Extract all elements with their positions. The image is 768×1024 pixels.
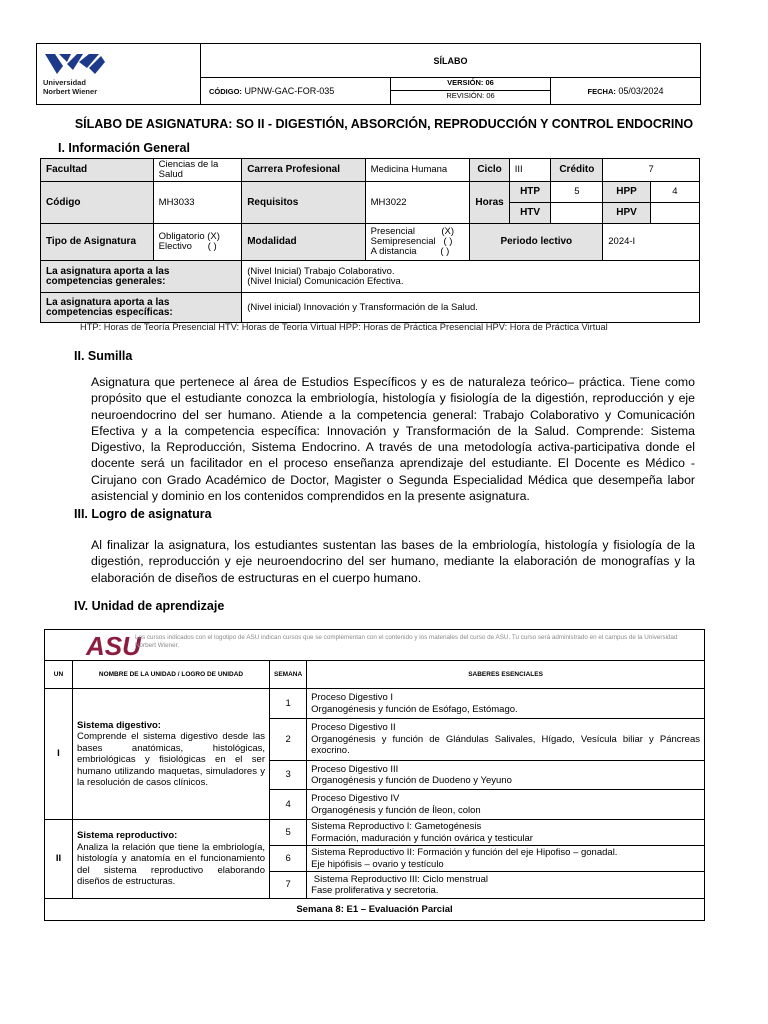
carrera-value: Medicina Humana	[365, 159, 470, 182]
unit-desc: Analiza la relación que tiene la embriología, histología y anatomía en el funcionamiento del sistema reproductivo elaborando diseños de estructuras.	[77, 841, 265, 888]
periodo-value: 2024-I	[603, 224, 700, 261]
section-unidad: IV. Unidad de aprendizaje	[74, 599, 225, 613]
codigo-label: CÓDIGO:	[209, 87, 242, 96]
modalidad-label: Modalidad	[242, 224, 365, 261]
week-desc: Organogénesis y función de Glándulas Salivales, Hígado, Vesícula biliar y Páncreas exocrino.	[311, 733, 700, 757]
week-content	[307, 689, 705, 719]
week-content	[307, 790, 705, 820]
unit-table-header	[45, 661, 705, 689]
version-cell	[391, 78, 551, 105]
table-row	[45, 899, 705, 921]
logro-text: Al finalizar la asignatura, los estudiantes sustentan las bases de la embriología, histología y fisiología de la digestión, reproducción y eje neuroendocrino del ser humano, mediante la elaboración de monografías y la elaboración de diseños de estructuras en el cuerpo humano.	[91, 538, 695, 585]
week-number: 5	[270, 820, 307, 846]
facultad-value: Ciencias de la Salud	[153, 159, 242, 182]
table-row	[45, 820, 705, 846]
requisitos-label: Requisitos	[242, 182, 365, 224]
htv-label: HTV	[509, 203, 551, 224]
asu-logo-text: ASU	[86, 631, 141, 661]
unit-title: Sistema reproductivo:	[77, 830, 178, 842]
week-content	[307, 761, 705, 790]
mod-line1: Presencial (X)	[370, 226, 455, 237]
week-content	[307, 719, 705, 761]
revision-label: REVISIÓN:	[446, 91, 485, 100]
logo-cell	[37, 44, 201, 105]
requisitos-value: MH3022	[365, 182, 470, 224]
document-title: SÍLABO DE ASIGNATURA: SO II - DIGESTIÓN, ABSORCIÓN, REPRODUCCIÓN Y CONTROL ENDOCRINO	[74, 117, 694, 131]
codigo-label: Código	[41, 182, 154, 224]
week-title: Sistema Reproductivo III: Ciclo menstrual	[311, 873, 489, 885]
codigo-cell	[201, 78, 391, 105]
week-desc: Fase proliferativa y secretoria.	[311, 885, 439, 896]
ciclo-value: III	[509, 159, 551, 182]
fecha-label: FECHA:	[587, 87, 616, 96]
credito-label: Crédito	[551, 159, 603, 182]
unit-table	[44, 660, 705, 921]
week-desc: Organogénesis y función de Íleon, colon	[311, 804, 481, 816]
competencias-especificas-label: La asignatura aporta a las competencias específicas:	[41, 293, 242, 323]
gen-line1: (Nivel Inicial) Trabajo Colaborativo.	[247, 265, 395, 277]
version-label: VERSIÓN:	[447, 78, 484, 87]
week-title: Proceso Digestivo II	[311, 722, 396, 734]
week-desc: Formación, maduración y función ovárica y testicular	[311, 832, 533, 844]
codigo-value: UPNW-GAC-FOR-035	[244, 86, 335, 96]
competencias-especificas-value: (Nivel inicial) Innovación y Transformación de la Salud.	[242, 293, 700, 323]
codigo-value: MH3033	[153, 182, 242, 224]
section-informacion-general: I. Información General	[58, 141, 190, 155]
week-title: Sistema Reproductivo I: Gametogénesis	[311, 821, 482, 832]
week-number: 7	[270, 872, 307, 899]
competencias-generales-value	[242, 261, 700, 293]
university-logo-icon	[43, 52, 107, 76]
tipo-line2: Electivo ( )	[158, 241, 217, 252]
asu-note: Los cursos indicados con el logotipo de ASU indican cursos que se complementan con el contenido y los materiales del curso de ASU. Tu curso será administrado en el campus de la Universidad Norbert Wiener.	[135, 634, 678, 649]
carrera-label: Carrera Profesional	[242, 159, 365, 182]
unit-description	[73, 689, 270, 820]
tipo-value	[153, 224, 242, 261]
hours-note: HTP: Horas de Teoría Presencial HTV: Horas de Teoría Virtual HPP: Horas de Práctica Presencial HPV: Hora de Práctica Virtual	[80, 322, 608, 332]
week-title: Proceso Digestivo III	[311, 763, 399, 775]
ciclo-label: Ciclo	[470, 159, 509, 182]
week-content	[307, 820, 705, 846]
credito-value: 7	[603, 159, 700, 182]
unit-number: I	[45, 689, 73, 820]
unit-desc: Comprende el sistema digestivo desde las bases anatómicas, histológicas, embriológicas y fisiológicas en el ser humano utilizando maquetas, simuladores y la resolución de casos clínicos.	[77, 731, 265, 788]
logo-line1: Universidad	[43, 78, 86, 87]
col-un: UN	[45, 661, 73, 689]
table-row	[45, 689, 705, 719]
week-title: Proceso Digestivo I	[311, 692, 394, 703]
col-semana: SEMANA	[270, 661, 307, 689]
week-title: Sistema Reproductivo II: Formación y función del eje Hipofiso – gonadal.	[311, 847, 618, 858]
week-number: 2	[270, 719, 307, 761]
week-content	[307, 846, 705, 872]
gen-line2: (Nivel Inicial) Comunicación Efectiva.	[247, 275, 404, 287]
week-content	[307, 872, 705, 899]
asu-logo-icon	[85, 631, 141, 661]
hpp-label: HPP	[603, 182, 651, 203]
section-sumilla: II. Sumilla	[74, 349, 133, 363]
col-nombre: NOMBRE DE LA UNIDAD / LOGRO DE UNIDAD	[73, 661, 270, 689]
section-logro: III. Logro de asignatura	[74, 507, 212, 521]
hpv-label: HPV	[603, 203, 651, 224]
week-desc: Organogénesis y función de Esófago, Estómago.	[311, 703, 518, 715]
week-desc: Eje hipófisis – ovario y testículo	[311, 858, 444, 870]
competencias-generales-label: La asignatura aporta a las competencias generales:	[41, 261, 242, 293]
horas-label: Horas	[470, 182, 509, 224]
unit-number: II	[45, 820, 73, 899]
facultad-label: Facultad	[41, 159, 154, 182]
asu-banner	[44, 629, 705, 660]
unit-title: Sistema digestivo:	[77, 719, 161, 731]
evaluacion-parcial: Semana 8: E1 – Evaluación Parcial	[45, 899, 705, 921]
fecha-value: 05/03/2024	[618, 86, 664, 96]
week-number: 4	[270, 790, 307, 820]
hpv-value	[650, 203, 699, 224]
week-number: 6	[270, 846, 307, 872]
htp-value: 5	[551, 182, 603, 203]
week-title: Proceso Digestivo IV	[311, 793, 400, 804]
week-desc: Organogénesis y función de Duodeno y Yeyuno	[311, 775, 512, 786]
htv-value	[551, 203, 603, 224]
week-number: 1	[270, 689, 307, 719]
mod-line2: Semipresencial ( )	[370, 236, 453, 247]
hpp-value: 4	[650, 182, 699, 203]
logo-line2: Norbert Wiener	[43, 87, 98, 96]
sumilla-text: Asignatura que pertenece al área de Estudios Específicos y es de naturaleza teórico– práctica. Tiene como propósito que el estudiante conozca la embriología, histología y fisiología de la digestión, reproducción y eje neuroendocrino del ser humano. Atiende a la competencia general: Trabajo Colaborativo y Comunicación Efectiva y a la competencia específica: Innovación y Transformación de la Salud. Comprende: Sistema Digestivo, la Reproducción, Sistema Endocrino. A través de una metodología activa-participativa donde el docente será un facilitador en el proceso enseñanza aprendizaje del estudiante. El Docente es Médico - Cirujano con Grado Académico de Doctor, Magister o Segunda Especialidad Médica que desempeña labor asistencial y dominio en los contenidos comprendidos en la presente asignatura.	[91, 375, 695, 504]
tipo-line1: Obligatorio (X)	[158, 231, 220, 242]
document-header	[36, 43, 701, 105]
modalidad-value	[365, 224, 470, 261]
version-value: 06	[485, 78, 494, 87]
periodo-label: Periodo lectivo	[470, 224, 603, 261]
revision-value: 06	[486, 91, 495, 100]
col-saberes: SABERES ESENCIALES	[307, 661, 705, 689]
informacion-general-table	[40, 158, 700, 323]
unit-description	[73, 820, 270, 899]
tipo-label: Tipo de Asignatura	[41, 224, 154, 261]
fecha-cell	[551, 78, 701, 105]
mod-line3: A distancia ( )	[370, 246, 450, 257]
htp-label: HTP	[509, 182, 551, 203]
unidad-aprendizaje	[44, 629, 705, 921]
week-number: 3	[270, 761, 307, 790]
page-title: SÍLABO	[201, 44, 701, 78]
